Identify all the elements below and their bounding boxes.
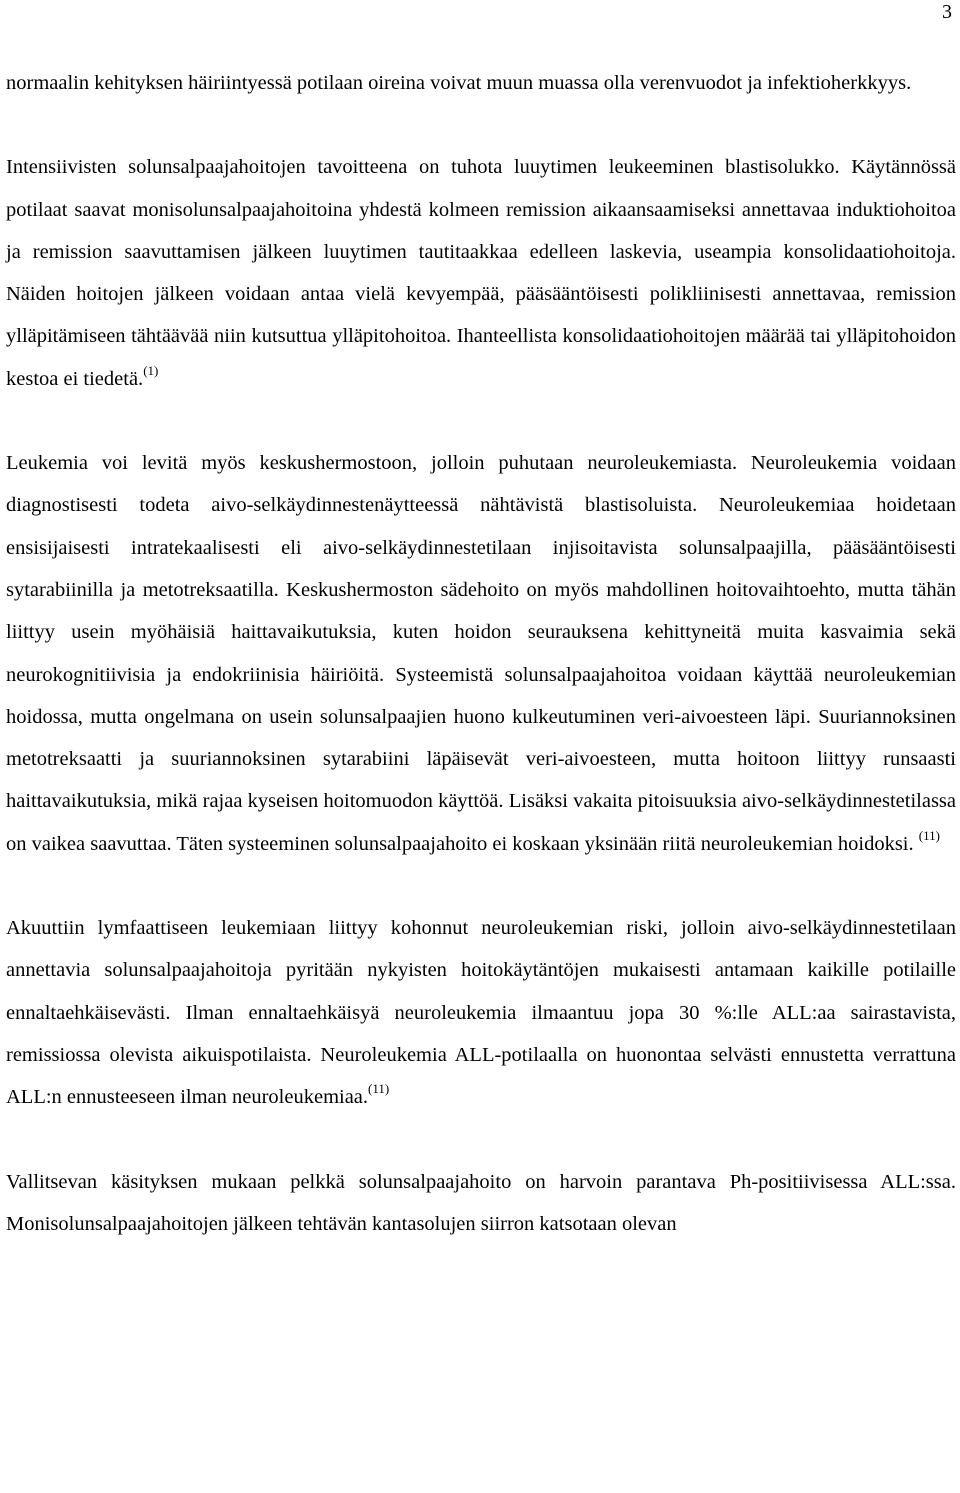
paragraph-chemotherapy: [6, 146, 956, 400]
citation-reference: (11): [368, 1081, 390, 1097]
paragraph-text: Intensiivisten solunsalpaajahoitojen tavoitteena on tuhota luuytimen leukeeminen blastisolukko. Käytännössä potilaat saavat monisolunsalpaajahoitoina yhdestä kolmeen remission aikaansaamiseksi annettavaa induktiohoitoa ja remission saavuttamisen jälkeen luuytimen tautitaakkaa edelleen laskevia, useampia konsolidaatiohoitoja. Näiden hoitojen jälkeen voidaan antaa vielä kevyempää, pääsääntöisesti polikliinisesti annettavaa, remission ylläpitämiseen tähtäävää niin kutsuttua ylläpitohoitoa. Ihanteellista konsolidaatiohoitojen määrää tai ylläpitohoidon kestoa ei tiedetä.: [6, 156, 956, 390]
paragraph-infection-risk: [6, 62, 956, 104]
document-body: [6, 62, 956, 1245]
page-number: 3: [942, 1, 952, 23]
paragraph-text: Vallitsevan käsityksen mukaan pelkkä solunsalpaajahoito on harvoin parantava Ph-positiivisessa ALL:ssa. Monisolunsalpaajahoitojen jälkeen tehtävän kantasolujen siirron katsotaan olevan: [6, 1170, 956, 1235]
paragraph-all-prophylaxis: [6, 907, 956, 1118]
citation-reference: (11): [918, 827, 940, 843]
paragraph-ph-positive: [6, 1161, 956, 1246]
paragraph-text: Akuuttiin lymfaattiseen leukemiaan liittyy kohonnut neuroleukemian riski, jolloin aivo-selkäydinnestetilaan annettavia solunsalpaajahoitoja pyritään nykyisten hoitokäytäntöjen mukaisesti antamaan kaikille potilaille ennaltaehkäisevästi. Ilman ennaltaehkäisyä neuroleukemia ilmaantuu jopa 30 %:lle ALL:aa sairastavista, remissiossa olevista aikuispotilaista. Neuroleukemia ALL-potilaalla on huonontaa selvästi ennustetta verrattuna ALL:n ennusteeseen ilman neuroleukemiaa.: [6, 917, 956, 1109]
paragraph-neuroleukemia: [6, 442, 956, 865]
paragraph-text: Leukemia voi levitä myös keskushermostoon, jolloin puhutaan neuroleukemiasta. Neuroleukemia voidaan diagnostisesti todeta aivo-selkäydinnestenäytteessä nähtävistä blastisoluista. Neuroleukemiaa hoidetaan ensisijaisesti intratekaalisesti eli aivo-selkäydinnestetilaan injisoitavista solunsalpaajilla, pääsääntöisesti sytarabiinilla ja metotreksaatilla. Keskushermoston sädehoito on myös mahdollinen hoitovaihtoehto, mutta tähän liittyy usein myöhäisiä haittavaikutuksia, kuten hoidon seurauksena kehittyneitä muita kasvaimia sekä neurokognitiivisia ja endokriinisia häiriöitä. Systeemistä solunsalpaajahoitoa voidaan käyttää neuroleukemian hoidossa, mutta ongelmana on usein solunsalpaajien huono kulkeutuminen veri-aivoesteen läpi. Suuriannoksinen metotreksaatti ja suuriannoksinen sytarabiini läpäisevät veri-aivoesteen, mutta hoitoon liittyy runsaasti haittavaikutuksia, mikä rajaa kyseisen hoitomuodon käyttöä. Lisäksi vakaita pitoisuuksia aivo-selkäydinnestetilassa on vaikea saavuttaa. Täten systeeminen solunsalpaajahoito ei koskaan yksinään riitä neuroleukemian hoidoksi.: [6, 452, 956, 855]
citation-reference: (1): [143, 362, 159, 378]
paragraph-text: normaalin kehityksen häiriintyessä potilaan oireina voivat muun muassa olla verenvuodot ja infektioherkkyys.: [6, 72, 912, 94]
